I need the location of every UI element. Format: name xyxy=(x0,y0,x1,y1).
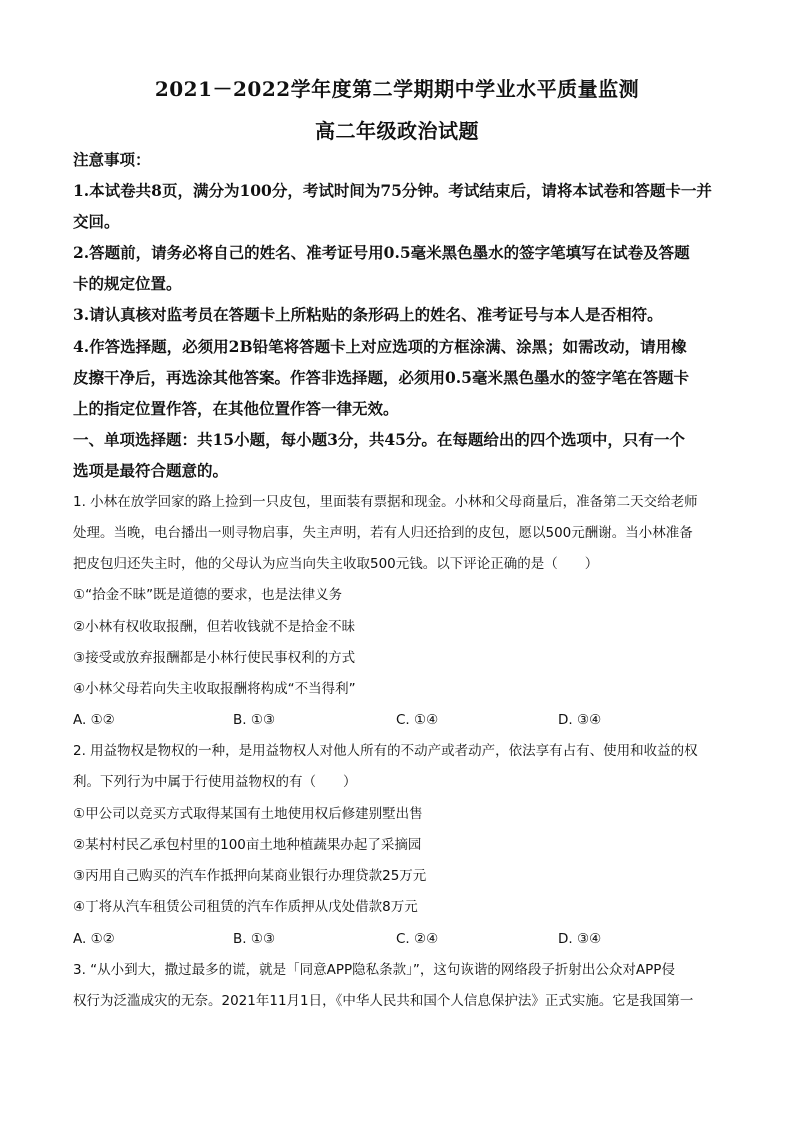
section-heading: 一、单项选择题：共15小题，每小题3分，共45分。在每题给出的四个选项中，只有一个 xyxy=(73,430,685,449)
question-3-stem: 权行为泛滥成灾的无奈。2021年11月1日，《中华人民共和国个人信息保护法》正式实施。它是我国第一 xyxy=(73,993,694,1009)
question-1-option: ③接受或放弃报酬都是小林行使民事权利的方式 xyxy=(73,650,356,666)
notice-line: 1.本试卷共8页，满分为100分，考试时间为75分钟。考试结束后，请将本试卷和答题卡一并 xyxy=(73,181,712,200)
question-2-option: ③丙用自己购买的汽车作抵押向某商业银行办理贷款25万元 xyxy=(73,868,427,884)
notice-line: 4.作答选择题，必须用2B铅笔将答题卡上对应选项的方框涂满、涂黑；如需改动，请用橡 xyxy=(73,337,687,356)
exam-title: 2021－2022学年度第二学期期中学业水平质量监测 xyxy=(154,77,640,101)
notice-line: 卡的规定位置。 xyxy=(73,274,182,293)
question-1-choice-b: B. ①③ xyxy=(233,712,276,728)
notice-line: 皮擦干净后，再选涂其他答案。作答非选择题，必须用0.5毫米黑色墨水的签字笔在答题卡 xyxy=(73,368,689,387)
notice-line: 3.请认真核对监考员在答题卡上所粘贴的条形码上的姓名、准考证号与本人是否相符。 xyxy=(73,305,663,324)
question-2-choice-b: B. ①③ xyxy=(233,931,276,947)
question-1-option: ②小林有权收取报酬，但若收钱就不是拾金不昧 xyxy=(73,619,356,635)
question-2-stem: 利。下列行为中属于行使用益物权的有（ ） xyxy=(73,774,357,790)
question-3-stem: 3. “从小到大，撒过最多的谎，就是「同意APP隐私条款」”，这句诙谐的网络段子折射出公众对APP侵 xyxy=(73,962,675,978)
question-1-choice-c: C. ①④ xyxy=(396,712,439,728)
question-2-option: ①甲公司以竞买方式取得某国有土地使用权后修建别墅出售 xyxy=(73,806,423,822)
question-1-stem: 1. 小林在放学回家的路上捡到一只皮包，里面装有票据和现金。小林和父母商量后，准备第二天交给老师 xyxy=(73,494,698,510)
question-1-choice-d: D. ③④ xyxy=(558,712,602,728)
question-1-choice-a: A. ①② xyxy=(73,712,115,728)
question-2-option: ④丁将从汽车租赁公司租赁的汽车作质押从戊处借款8万元 xyxy=(73,899,418,915)
notice-line: 交回。 xyxy=(73,212,120,231)
question-2-option: ②某村村民乙承包村里的100亩土地种植蔬果办起了采摘园 xyxy=(73,837,422,853)
question-2-choice-d: D. ③④ xyxy=(558,931,602,947)
question-1-option: ①“拾金不昧”既是道德的要求，也是法律义务 xyxy=(73,587,343,603)
notice-heading: 注意事项： xyxy=(73,150,151,169)
question-2-choice-c: C. ②④ xyxy=(396,931,439,947)
section-heading: 选项是最符合题意的。 xyxy=(73,461,229,480)
question-1-option: ④小林父母若向失主收取报酬将构成“不当得利” xyxy=(73,681,356,697)
question-2-stem: 2. 用益物权是物权的一种，是用益物权人对他人所有的不动产或者动产，依法享有占有、使用和收益的权 xyxy=(73,743,698,759)
notice-line: 上的指定位置作答，在其他位置作答一律无效。 xyxy=(73,399,399,418)
question-1-stem: 处理。当晚，电台播出一则寻物启事，失主声明，若有人归还拾到的皮包，愿以500元酬谢。当小林准备 xyxy=(73,525,693,541)
exam-subtitle: 高二年级政治试题 xyxy=(315,119,479,143)
notice-line: 2.答题前，请务必将自己的姓名、准考证号用0.5毫米黑色墨水的签字笔填写在试卷及答题 xyxy=(73,243,690,262)
question-2-choice-a: A. ①② xyxy=(73,931,115,947)
question-1-stem: 把皮包归还失主时，他的父母认为应当向失主收取500元钱。以下评论正确的是（ ） xyxy=(73,556,599,572)
